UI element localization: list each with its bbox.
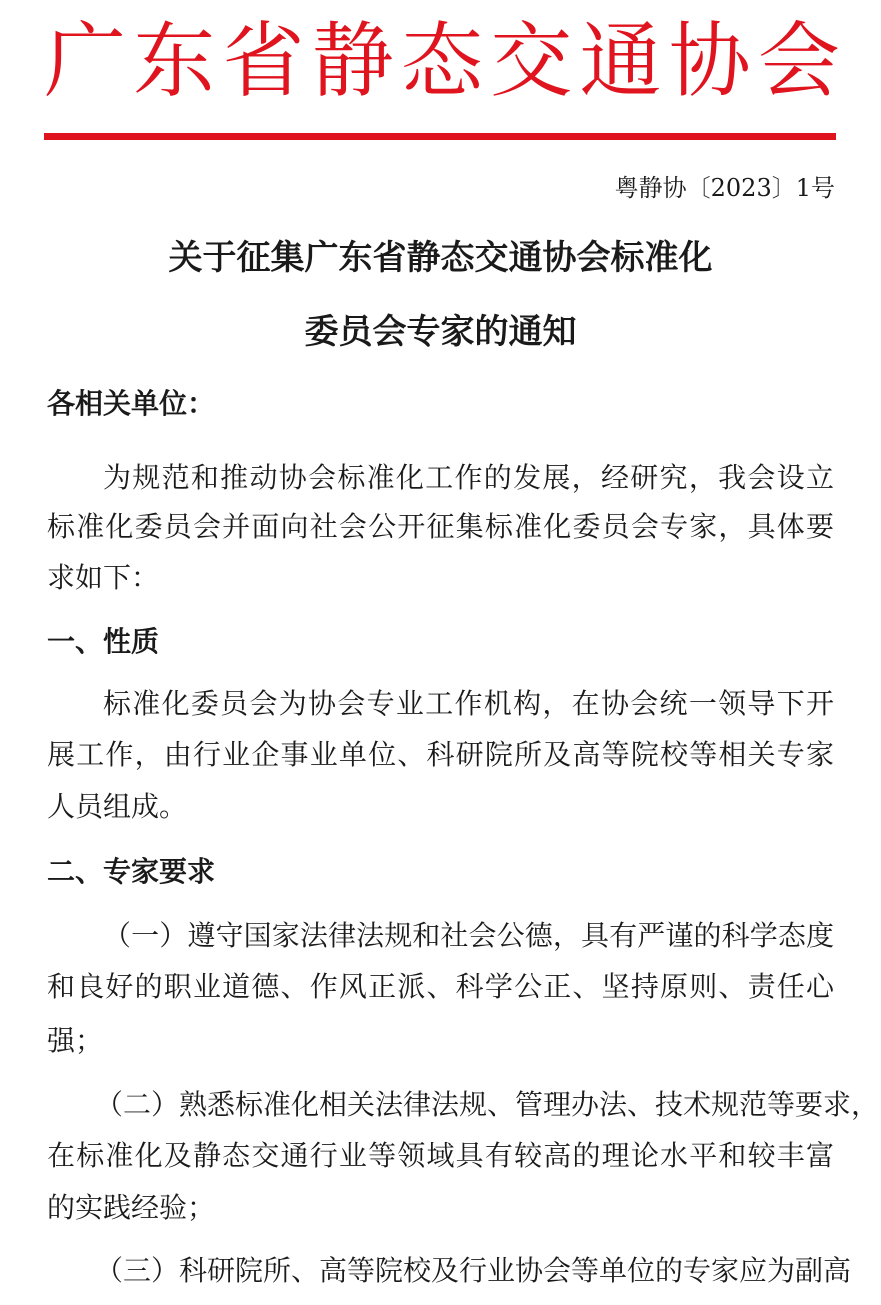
document-title-line-2: 委员会专家的通知 <box>304 312 577 352</box>
section-1-line-1: 标准化委员会为协会专业工作机构，在协会统一领导下开 <box>103 687 834 720</box>
section-2-item-3-line-1: （三）科研院所、高等院校及行业协会等单位的专家应为副高 <box>95 1254 852 1287</box>
intro-line-1: 为规范和推动协会标准化工作的发展，经研究，我会设立 <box>103 461 834 494</box>
section-2-heading: 二、专家要求 <box>47 855 216 888</box>
section-2-item-1-line-1: （一）遵守国家法律法规和社会公德，具有严谨的科学态度 <box>103 919 834 952</box>
section-2-item-1-line-3: 强； <box>47 1024 104 1057</box>
document-number: 粤静协〔2023〕1号 <box>614 174 835 202</box>
intro-line-3: 求如下： <box>47 561 160 594</box>
section-2-item-2-line-2: 在标准化及静态交通行业等领域具有较高的理论水平和较丰富 <box>47 1139 834 1172</box>
section-2-item-2-line-3: 的实践经验； <box>47 1191 216 1224</box>
section-1-heading: 一、性质 <box>47 625 160 658</box>
letterhead-red-rule <box>44 133 836 140</box>
letterhead-org-name: 广东省静态交通协会 <box>44 14 840 109</box>
document-title-line-1: 关于征集广东省静态交通协会标准化 <box>168 238 713 278</box>
salutation: 各相关单位： <box>47 387 216 420</box>
section-1-line-2: 展工作，由行业企事业单位、科研院所及高等院校等相关专家 <box>47 738 834 771</box>
section-2-item-2-line-1: （二）熟悉标准化相关法律法规、管理办法、技术规范等要求， <box>95 1088 880 1121</box>
intro-line-2: 标准化委员会并面向社会公开征集标准化委员会专家，具体要 <box>47 510 834 543</box>
section-2-item-1-line-2: 和良好的职业道德、作风正派、科学公正、坚持原则、责任心 <box>47 970 834 1003</box>
section-1-line-3: 人员组成。 <box>47 790 188 823</box>
